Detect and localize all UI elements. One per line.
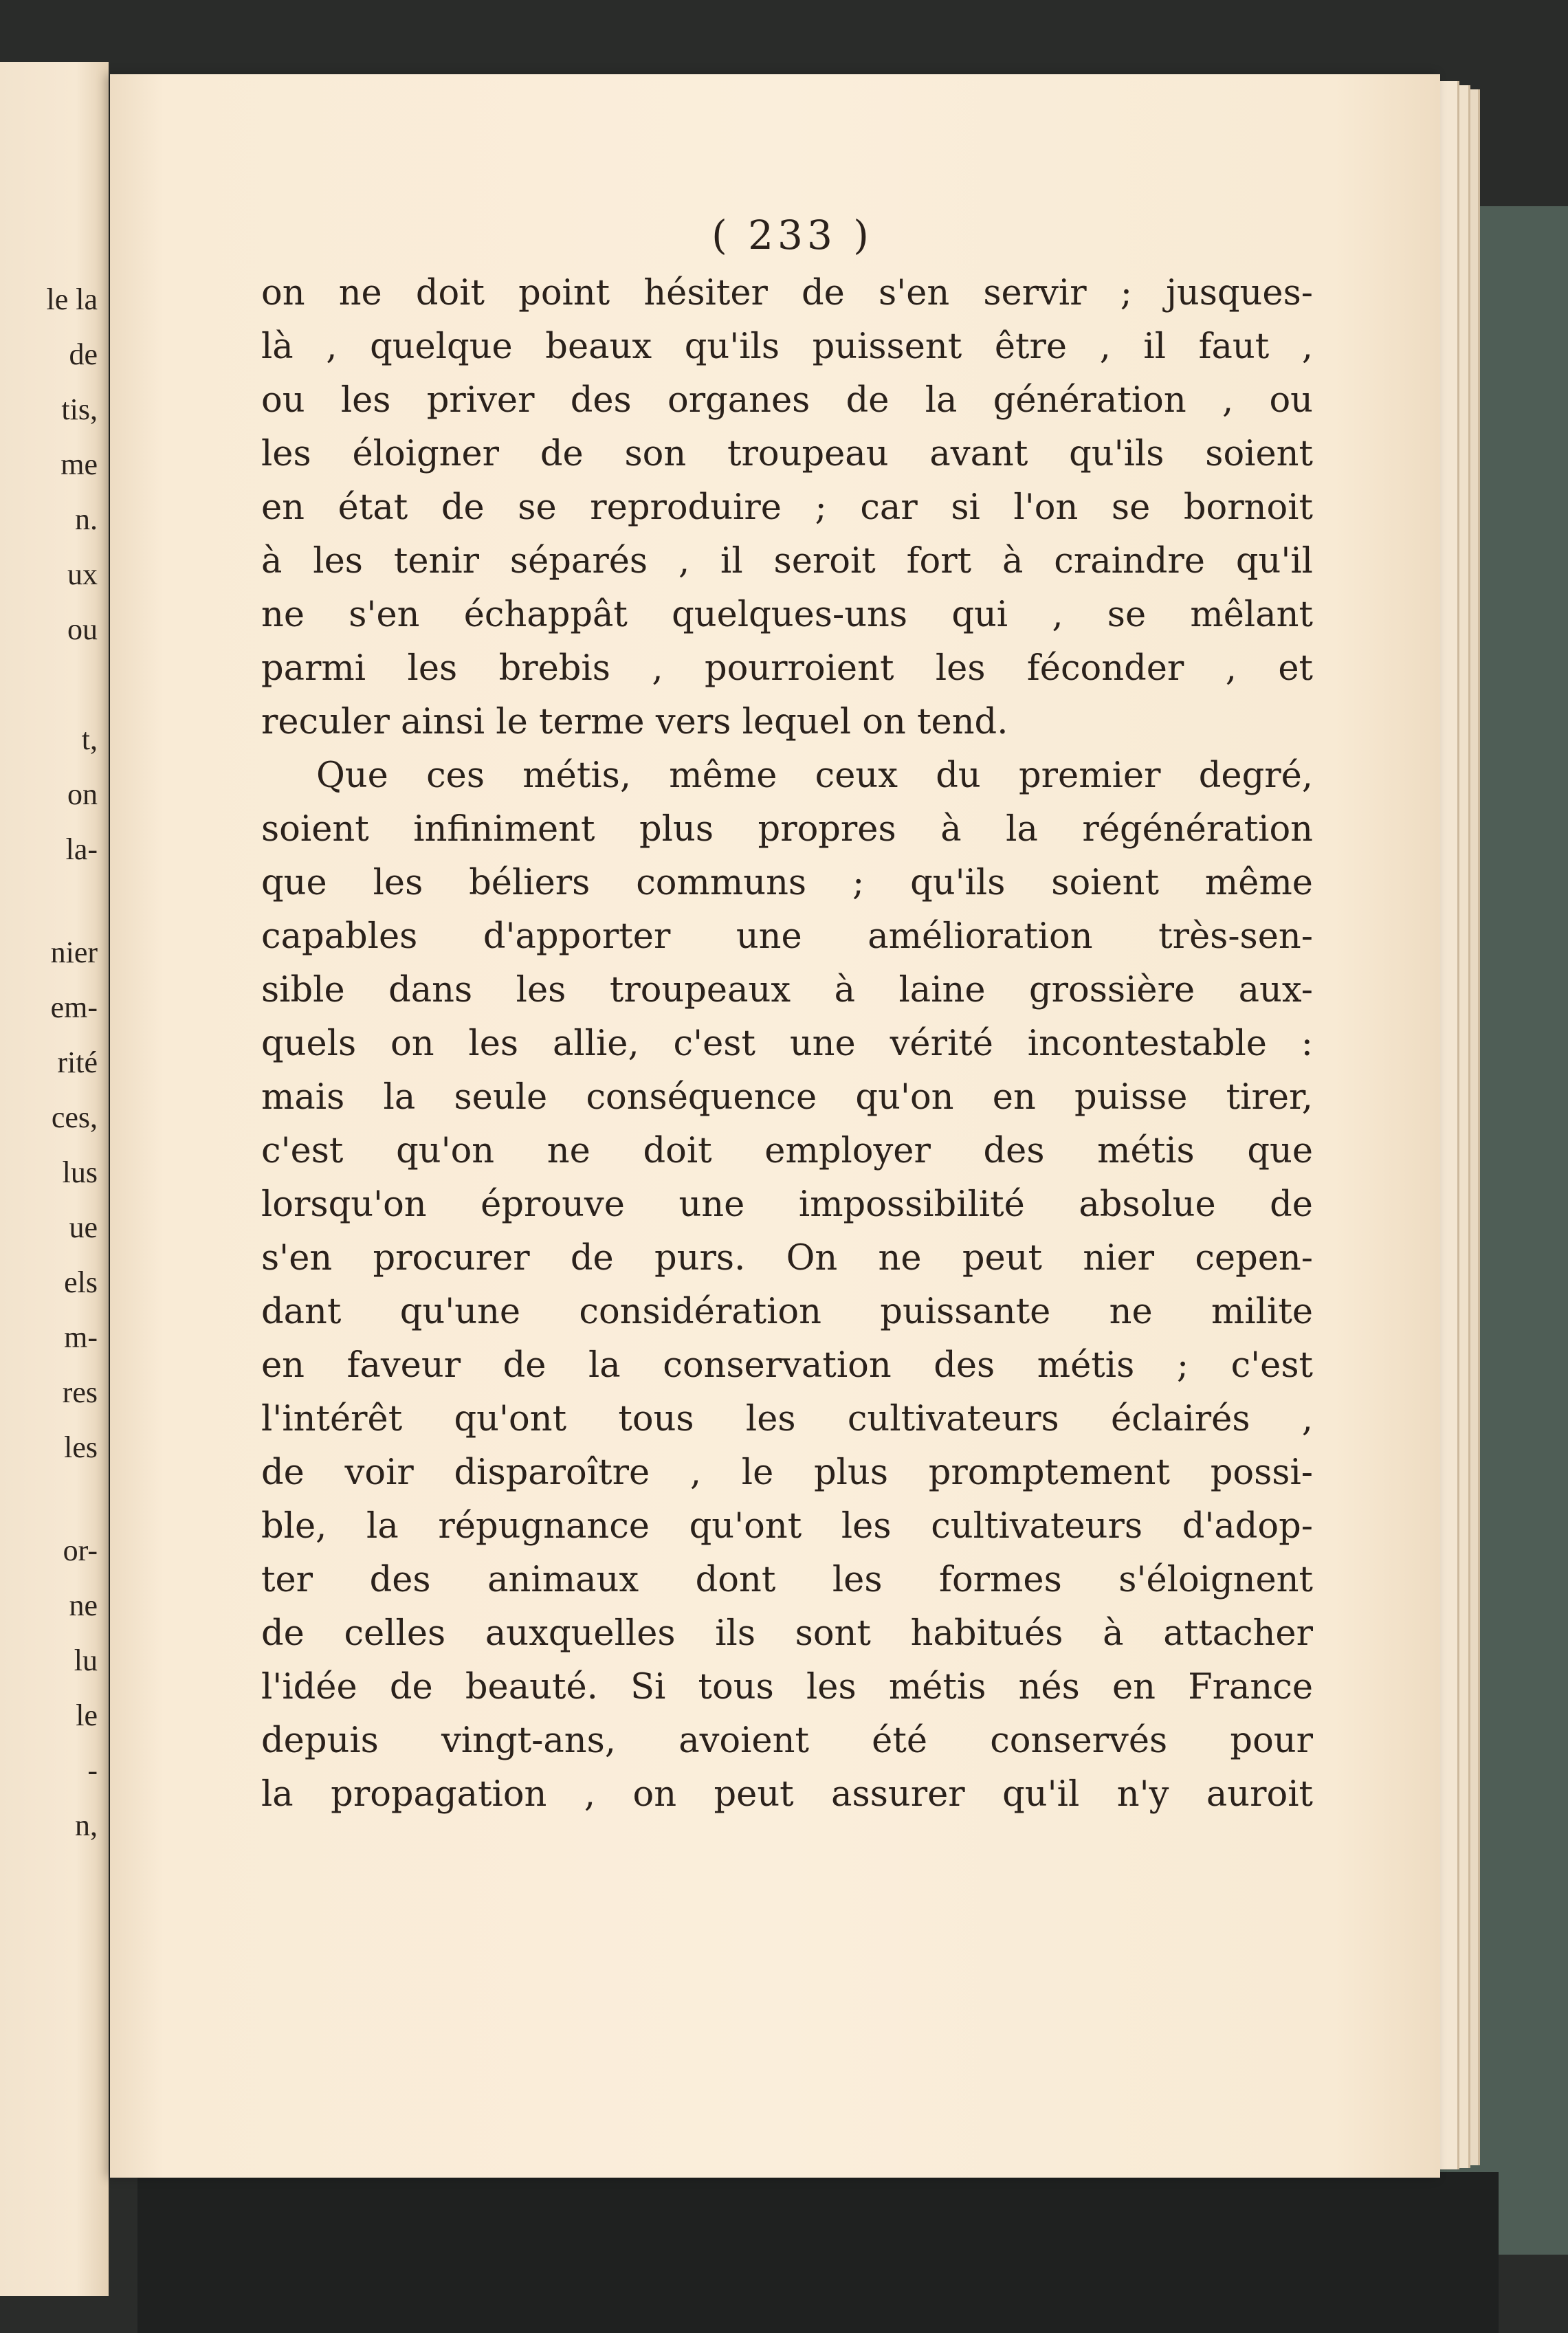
text-line: c'est qu'on ne doit employer des métis que: [261, 1131, 1313, 1171]
left-page-fragment: de: [69, 338, 98, 371]
left-page-fragment: or-: [63, 1534, 98, 1567]
text-line: là , quelque beaux qu'ils puissent être , il faut ,: [261, 327, 1313, 367]
left-page-fragment: lus: [62, 1156, 98, 1189]
text-line: de voir disparoître , le plus promptement possi-: [261, 1452, 1313, 1493]
background-shadow: [137, 2172, 1499, 2333]
left-page-fragment: ces,: [51, 1101, 98, 1134]
left-page-fragment: n.: [75, 502, 98, 536]
left-page-fragment: els: [64, 1265, 98, 1299]
text-line: sible dans les troupeaux à laine grossière aux-: [261, 970, 1313, 1010]
text-line: parmi les brebis , pourroient les féconder , et: [261, 648, 1313, 689]
left-page-fragment: ne: [69, 1589, 98, 1622]
left-page-fragment: m-: [64, 1320, 98, 1354]
left-page-fragment: tis,: [61, 392, 98, 426]
left-page-fragment: n,: [75, 1809, 98, 1842]
text-line: que les béliers communs ; qu'ils soient même: [261, 863, 1313, 903]
left-page-fragment: res: [62, 1375, 98, 1409]
previous-page-fragment: [0, 62, 109, 2296]
left-page-fragment: on: [67, 777, 98, 811]
left-page-fragment: lu: [74, 1644, 98, 1677]
text-line: en état de se reproduire ; car si l'on se bornoit: [261, 487, 1313, 528]
left-page-fragment: les: [64, 1430, 98, 1464]
text-line: ter des animaux dont les formes s'éloignent: [261, 1560, 1313, 1600]
text-line: ou les priver des organes de la génération , ou: [261, 380, 1313, 421]
text-line: ble, la répugnance qu'ont les cultivateurs d'adop-: [261, 1506, 1313, 1547]
text-line: en faveur de la conservation des métis ; c'est: [261, 1345, 1313, 1386]
text-line: on ne doit point hésiter de s'en servir ; jusques-: [261, 273, 1313, 313]
text-line: de celles auxquelles ils sont habitués à attacher: [261, 1613, 1313, 1654]
page-body-text: [261, 267, 1313, 1822]
left-page-fragment: rité: [57, 1046, 98, 1079]
text-line: s'en procurer de purs. On ne peut nier cepen-: [261, 1238, 1313, 1279]
text-line: les éloigner de son troupeau avant qu'ils soient: [261, 434, 1313, 474]
left-page-fragment: em-: [50, 991, 98, 1024]
text-line: depuis vingt-ans, avoient été conservés pour: [261, 1721, 1313, 1761]
text-line: soient infiniment plus propres à la régénération: [261, 809, 1313, 850]
text-line: l'intérêt qu'ont tous les cultivateurs éclairés ,: [261, 1399, 1313, 1439]
left-page-fragment: ux: [67, 557, 98, 591]
text-line: ne s'en échappât quelques-uns qui , se mêlant: [261, 595, 1313, 635]
text-line: l'idée de beauté. Si tous les métis nés en France: [261, 1667, 1313, 1707]
left-page-fragment: ue: [69, 1210, 98, 1244]
text-line: dant qu'une considération puissante ne milite: [261, 1292, 1313, 1332]
left-page-fragment: ou: [67, 612, 98, 646]
left-page-fragment: le la: [46, 283, 98, 316]
text-line: à les tenir séparés , il seroit fort à craindre qu'il: [261, 541, 1313, 582]
page-number: ( 233 ): [711, 212, 873, 258]
text-line: quels on les allie, c'est une vérité incontestable :: [261, 1024, 1313, 1064]
left-page-fragment: t,: [81, 722, 98, 756]
book-page: [110, 74, 1440, 2178]
text-line: capables d'apporter une amélioration très-sen-: [261, 916, 1313, 957]
left-page-fragment: le: [76, 1699, 98, 1732]
left-page-fragment: la-: [65, 832, 98, 866]
text-line: la propagation , on peut assurer qu'il n'y auroit: [261, 1774, 1313, 1815]
text-line: reculer ainsi le terme vers lequel on tend.: [261, 702, 1008, 742]
left-page-fragment: nier: [50, 936, 98, 969]
text-line: Que ces métis, même ceux du premier degré,: [316, 755, 1313, 796]
text-line: mais la seule conséquence qu'on en puisse tirer,: [261, 1077, 1313, 1118]
left-page-fragment: me: [60, 447, 98, 481]
left-page-fragment: -: [87, 1754, 98, 1787]
text-line: lorsqu'on éprouve une impossibilité absolue de: [261, 1184, 1313, 1225]
